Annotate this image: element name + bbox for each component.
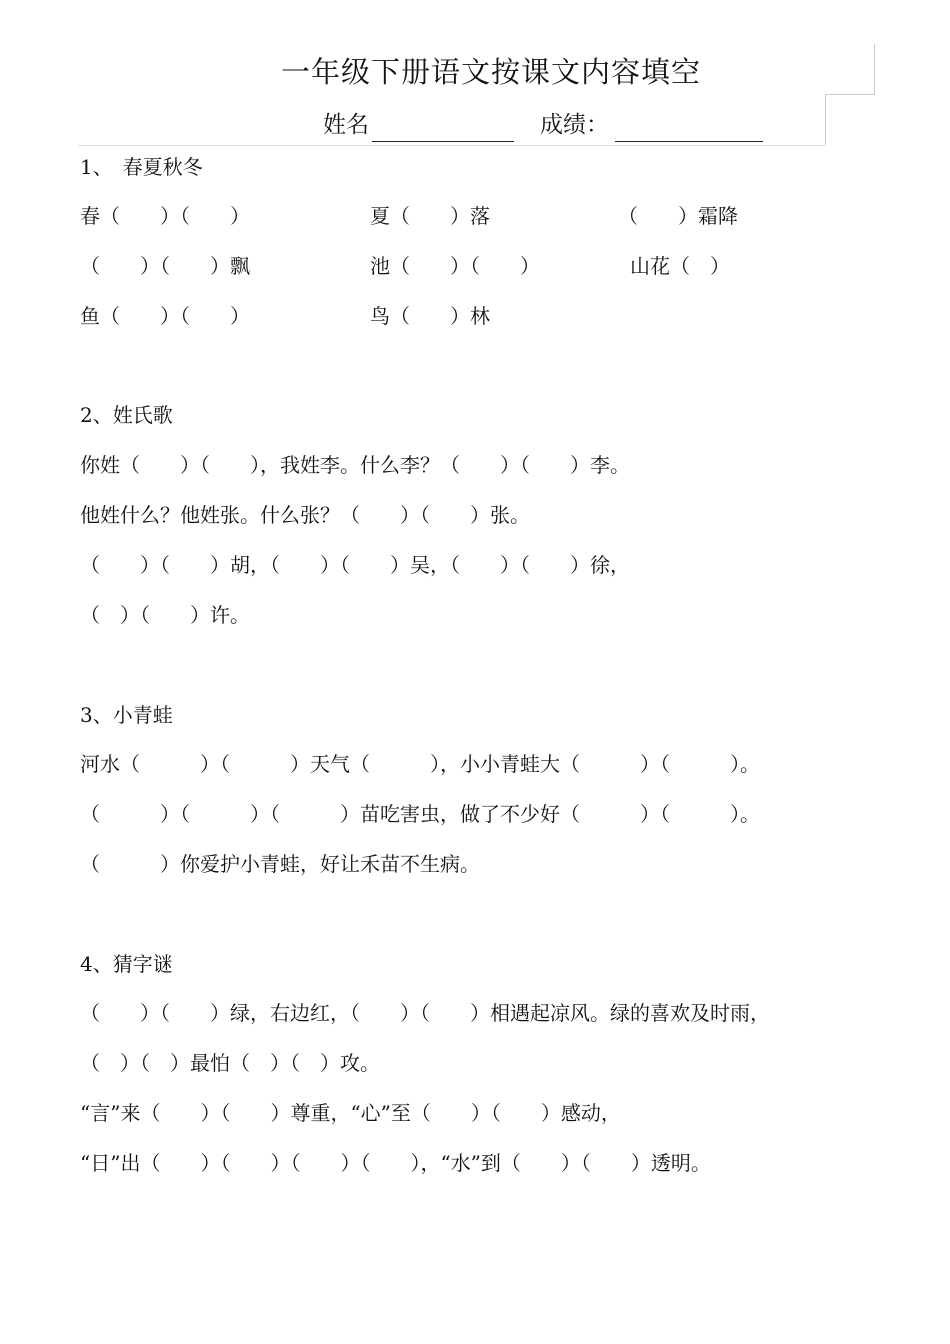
section1-item: 夏（ ）落: [370, 204, 490, 228]
section4-line: “日”出（ ）（ ）（ ）（ ），“水”到（ ）（ ）透明。: [80, 1151, 711, 1175]
section2-line: 你姓（ ）（ ），我姓李。什么李？（ ）（ ）李。: [80, 453, 630, 477]
section1-item: 春（ ）（ ）: [80, 204, 250, 228]
score-blank[interactable]: [615, 141, 763, 142]
section1-item: 池（ ）（ ）: [370, 254, 540, 278]
section1-item: 鸟（ ）林: [370, 304, 490, 328]
name-blank[interactable]: [372, 141, 514, 142]
name-label: 姓名: [323, 112, 369, 138]
score-label: 成绩：: [540, 112, 609, 138]
corner-rule-vertical-lower: [825, 94, 826, 145]
section1-item: 鱼（ ）（ ）: [80, 304, 250, 328]
corner-rule-horizontal: [826, 94, 875, 95]
section1-item: 山花（ ）: [630, 254, 730, 278]
section4-line: “言”来（ ）（ ）尊重，“心”至（ ）（ ）感动，: [80, 1101, 621, 1125]
section2-line: 他姓什么？他姓张。什么张？（ ）（ ）张。: [80, 503, 530, 527]
header-divider: [78, 145, 825, 146]
page-title: 一年级下册语文按课文内容填空: [280, 55, 701, 89]
section3-heading: 3、小青蛙: [80, 703, 173, 727]
section4-line: （ ）（ ）绿，右边红，（ ）（ ）相遇起凉风。绿的喜欢及时雨，: [80, 1001, 770, 1025]
section3-line: 河水（ ）（ ）天气（ ），小小青蛙大（ ）（ ）。: [80, 752, 760, 776]
section2-heading: 2、姓氏歌: [80, 403, 173, 427]
section1-item: （ ）（ ）飘: [80, 254, 250, 278]
section1-item: （ ）霜降: [618, 204, 738, 228]
section2-line: （ ）（ ）胡，（ ）（ ）吴，（ ）（ ）徐，: [80, 553, 630, 577]
corner-rule-vertical: [874, 44, 875, 94]
section1-heading: 1、 春夏秋冬: [80, 155, 203, 179]
section4-line: （ ）（ ）最怕（ ）（ ）攻。: [80, 1051, 380, 1075]
section2-line: （ ）（ ）许。: [80, 603, 250, 627]
section3-line: （ ）（ ）（ ）苗吃害虫，做了不少好（ ）（ ）。: [80, 802, 760, 826]
section3-line: （ ）你爱护小青蛙，好让禾苗不生病。: [80, 852, 480, 876]
section4-heading: 4、猜字谜: [80, 952, 173, 976]
